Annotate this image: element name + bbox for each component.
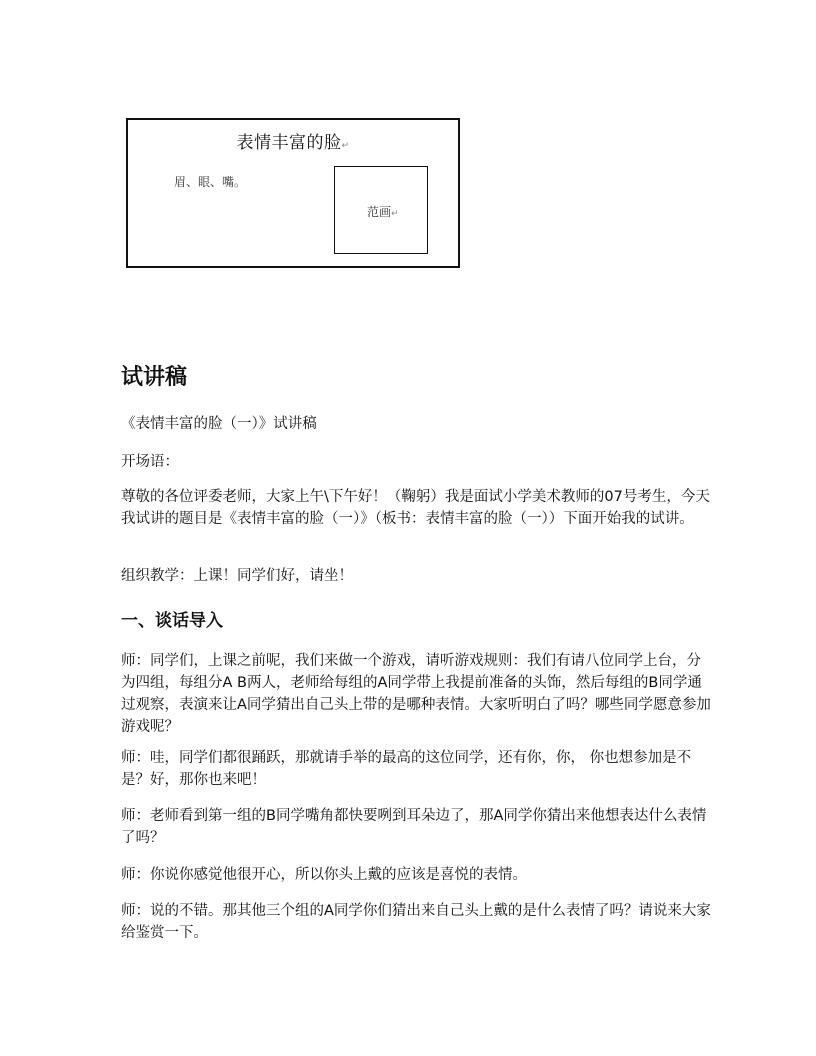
board-sample-box bbox=[334, 166, 428, 254]
teacher-paragraph-4: 师：你说你感觉他很开心，所以你头上戴的应该是喜悦的表情。 bbox=[121, 867, 527, 883]
teacher-paragraph-5: 师：说的不错。那其他三个组的A同学你们猜出来自己头上戴的是什么表情了吗？请说来大家给鉴赏一下。 bbox=[121, 903, 711, 941]
board-sample-label: 范画↵ bbox=[367, 205, 399, 219]
opening-paragraph: 尊敬的各位评委老师，大家上午\下午好！（鞠躬）我是面试小学美术教师的07号考生，今天我试讲的题目是《表情丰富的脸（一）》（板书：表情丰富的脸（一））下面开始我的试讲。 bbox=[121, 489, 710, 527]
document-title: 试讲稿 bbox=[121, 365, 188, 390]
lesson-title-line: 《表情丰富的脸（一）》试讲稿 bbox=[121, 416, 317, 432]
opening-label: 开场语： bbox=[121, 454, 179, 470]
teacher-paragraph-1: 师：同学们，上课之前呢，我们来做一个游戏，请听游戏规则：我们有请八位同学上台，分为四组，每组分A B两人，老师给每组的A同学带上我提前准备的头饰，然后每组的B同学通过观察，表演来让A同学猜出自己头上带的是哪种表情。大家听明白了吗？哪些同学愿意参加游戏呢？ bbox=[121, 653, 711, 735]
board-features-text: 眉、眼、嘴。 bbox=[174, 175, 247, 189]
board-title: 表情丰富的脸↵ bbox=[236, 133, 350, 153]
teacher-paragraph-2: 师：哇，同学们都很踊跃，那就请手举的最高的这位同学，还有你，你， 你也想参加是不是？好，那你也来吧！ bbox=[121, 750, 692, 788]
blackboard-diagram bbox=[126, 118, 460, 268]
class-organization: 组织教学：上课！同学们好，请坐！ bbox=[121, 568, 353, 584]
section-heading-intro: 一、谈话导入 bbox=[121, 611, 223, 631]
teacher-paragraph-3: 师：老师看到第一组的B同学嘴角都快要咧到耳朵边了，那A同学你猜出来他想表达什么表情了吗？ bbox=[121, 808, 707, 846]
